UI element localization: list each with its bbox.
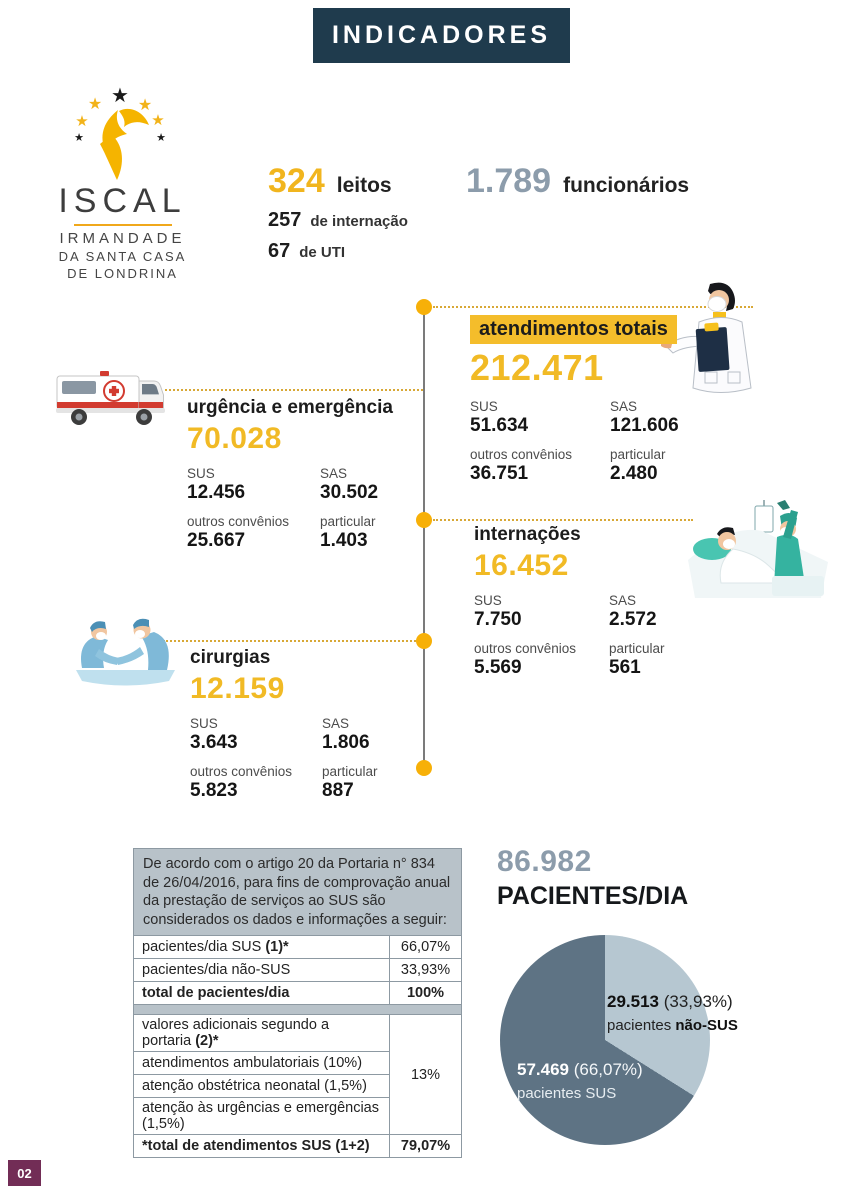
stat-sas: SAS 121.606 [610, 399, 679, 436]
page-number-badge [8, 1160, 41, 1186]
section-cirurgias [190, 647, 490, 802]
svg-text:★: ★ [75, 113, 89, 130]
stat-outros-convenios: outros convênios 36.751 [470, 447, 573, 484]
table-row-total-atendimentos: *total de atendimentos SUS (1+2) 79,07% [134, 1135, 462, 1158]
patients-pie-chart [500, 935, 710, 1145]
table-group-value: 13% [390, 1015, 462, 1135]
staff-value: 1.789 [466, 162, 552, 200]
section-internacoes-total: 16.452 [474, 549, 569, 582]
logo-divider [74, 224, 172, 226]
section-urgencia-total: 70.028 [187, 422, 282, 455]
sus-compliance-table [133, 848, 462, 1158]
beds-total-value: 324 [268, 162, 325, 200]
iscal-logo [30, 76, 215, 281]
patients-per-day-header [497, 845, 688, 911]
section-internacoes [474, 524, 774, 679]
svg-text:★: ★ [87, 96, 103, 113]
ambulance-icon [56, 370, 174, 428]
page-title-text: INDICADORES [331, 21, 551, 49]
timeline-dot-atendimentos [416, 299, 432, 315]
patients-per-day-label: PACIENTES/DIA [497, 882, 689, 910]
logo-line2: DA SANTA CASA [58, 249, 187, 264]
table-row: pacientes/dia não-SUS 33,93% [134, 959, 462, 982]
timeline-connector-cirurgias [163, 640, 416, 642]
section-atendimentos-total: 212.471 [470, 347, 604, 388]
section-cirurgias-total: 12.159 [190, 672, 285, 705]
table-row: atenção obstétrica neonatal (1,5%) [134, 1075, 462, 1098]
beds-uti-label: de UTI [299, 244, 346, 261]
pie-label-sus: 57.469 (66,07%) pacientes SUS [517, 1060, 643, 1102]
surgeons-operating-icon [68, 612, 183, 694]
beds-summary [268, 162, 408, 263]
table-spacer-row [134, 1005, 462, 1015]
table-row-total-pacientes: total de pacientes/dia 100% [134, 982, 462, 1005]
svg-text:★: ★ [74, 132, 84, 144]
table-row: atenção às urgências e emergências (1,5%) [134, 1098, 462, 1135]
table-row: pacientes/dia SUS (1)* 66,07% [134, 936, 462, 959]
stat-sus: SUS 3.643 [190, 716, 238, 753]
stat-particular: particular 2.480 [610, 447, 666, 484]
section-atendimentos-totais [470, 315, 780, 485]
staff-label: funcionários [563, 174, 690, 197]
section-internacoes-label: internações [474, 524, 581, 545]
stat-sas: SAS 30.502 [320, 466, 379, 503]
beds-internacao-value: 257 [268, 209, 302, 231]
stat-particular: particular 561 [609, 641, 665, 678]
beds-internacao-label: de internação [310, 213, 408, 230]
table-intro-row [134, 849, 462, 936]
page-title [313, 8, 570, 63]
svg-text:★: ★ [151, 112, 165, 129]
beds-total-label: leitos [336, 174, 392, 197]
logo-acronym: ISCAL [58, 182, 187, 220]
table-row: valores adicionais segundo a portaria (2)* 13% [134, 1015, 462, 1052]
stat-sus: SUS 51.634 [470, 399, 529, 436]
table-row: atendimentos ambulatoriais (10%) [134, 1052, 462, 1075]
stat-sas: SAS 1.806 [322, 716, 370, 753]
section-urgencia-emergencia [187, 397, 487, 552]
staff-summary [466, 162, 689, 201]
section-cirurgias-label: cirurgias [190, 647, 271, 668]
stat-particular: particular 887 [322, 764, 378, 801]
section-urgencia-label: urgência e emergência [187, 397, 393, 418]
stat-outros-convenios: outros convênios 5.569 [474, 641, 577, 678]
section-atendimentos-label: atendimentos totais [470, 315, 677, 344]
patients-per-day-value: 86.982 [497, 845, 592, 878]
iscal-logo-emblem-icon [30, 76, 215, 182]
logo-line3: DE LONDRINA [67, 266, 178, 281]
stat-outros-convenios: outros convênios 25.667 [187, 514, 290, 551]
beds-uti-value: 67 [268, 240, 291, 262]
timeline-connector-urgencia [160, 389, 423, 391]
stat-outros-convenios: outros convênios 5.823 [190, 764, 293, 801]
page-number: 02 [17, 1165, 32, 1181]
stat-particular: particular 1.403 [320, 514, 376, 551]
table-intro: De acordo com o artigo 20 da Portaria n° 834 de 26/04/2016, para fins de comprovação anual da prestação de serviços ao SUS são considerados os dados e informações a seguir: [134, 849, 462, 936]
stat-sas: SAS 2.572 [609, 593, 657, 630]
pie-label-nao-sus: 29.513 (33,93%) pacientes não-SUS [607, 992, 738, 1034]
svg-text:★: ★ [111, 85, 129, 107]
stat-sus: SUS 7.750 [474, 593, 522, 630]
logo-line1: IRMANDADE [59, 230, 186, 247]
svg-text:★: ★ [137, 97, 153, 114]
stat-sus: SUS 12.456 [187, 466, 246, 503]
svg-text:★: ★ [156, 132, 166, 144]
